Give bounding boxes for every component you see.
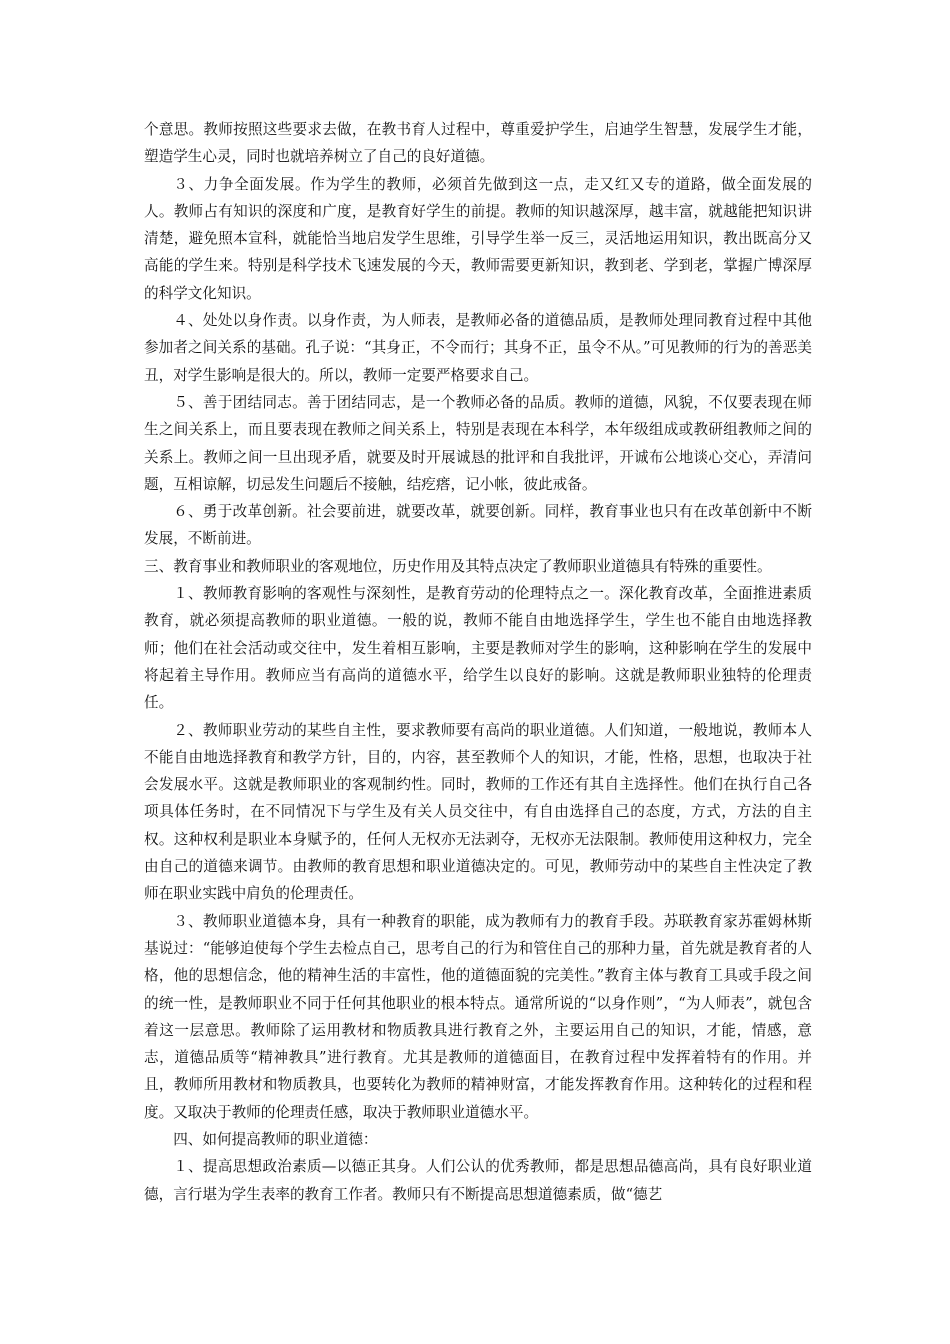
paragraph-item-4-1: １、提高思想政治素质—以德正其身。人们公认的优秀教师，都是思想品德高尚，具有良好职业道德，言行堪为学生表率的教育工作者。教师只有不断提高思想道德素质，做“德艺 xyxy=(144,1158,812,1203)
paragraph-item-5: ５、善于团结同志。善于团结同志，是一个教师必备的品质。教师的道德，风貌，不仅要表现在师生之间关系上，而且要表现在教师之间关系上，特别是表现在本科学，本年级组成或教研组教师之间的关系上。教师之间一旦出现矛盾，就要及时开展诚恳的批评和自我批评，开诚布公地谈心交心，弄清问题，互相谅解，切忌发生问题后不接触，结疙瘩，记小帐，彼此戒备。 xyxy=(144,393,812,493)
paragraph-item-4: ４、处处以身作责。以身作责，为人师表，是教师必备的道德品质，是教师处理同教育过程中其他参加者之间关系的基础。孔子说：“其身正，不令而行；其身不正，虽令不从。”可见教师的行为的善恶美丑，对学生影响是很大的。所以，教师一定要严格要求自己。 xyxy=(144,312,812,384)
document-page xyxy=(144,116,812,1208)
paragraph-item-6: ６、勇于改革创新。社会要前进，就要改革，就要创新。同样，教育事业也只有在改革创新中不断发展，不断前进。 xyxy=(144,503,812,548)
paragraph-item-3: ３、力争全面发展。作为学生的教师，必须首先做到这一点，走又红又专的道路，做全面发展的人。教师占有知识的深度和广度，是教育好学生的前提。教师的知识越深厚，越丰富，就越能把知识讲清楚，避免照本宣科，就能恰当地启发学生思维，引导学生举一反三，灵活地运用知识，教出既高分又高能的学生来。特别是科学技术飞速发展的今天，教师需要更新知识，教到老、学到老，掌握广博深厚的科学文化知识。 xyxy=(144,175,812,302)
section-heading-3: 三、教育事业和教师职业的客观地位，历史作用及其特点决定了教师职业道德具有特殊的重要性。 xyxy=(144,557,772,575)
section-heading-4: 四、如何提高教师的职业道德： xyxy=(173,1130,378,1148)
paragraph-continuation: 个意思。教师按照这些要求去做，在教书育人过程中，尊重爱护学生，启迪学生智慧，发展学生才能，塑造学生心灵，同时也就培养树立了自己的良好道德。 xyxy=(144,121,812,166)
paragraph-item-3-1: １、教师教育影响的客观性与深刻性，是教育劳动的伦理特点之一。深化教育改革，全面推进素质教育，就必须提高教师的职业道德。一般的说，教师不能自由地选择学生，学生也不能自由地选择教师；他们在社会活动或交往中，发生着相互影响，主要是教师对学生的影响，这种影响在学生的发展中将起着主导作用。教师应当有高尚的道德水平，给学生以良好的影响。这就是教师职业独特的伦理责任。 xyxy=(144,585,812,712)
paragraph-item-3-2: ２、教师职业劳动的某些自主性，要求教师要有高尚的职业道德。人们知道，一般地说，教师本人不能自由地选择教育和教学方针，目的，内容，甚至教师个人的知识，才能，性格，思想，也取决于社会发展水平。这就是教师职业的客观制约性。同时，教师的工作还有其自主选择性。他们在执行自己各项具体任务时，在不同情况下与学生及有关人员交往中，有自由选择自己的态度，方式，方法的自主权。这种权利是职业本身赋予的，任何人无权亦无法剥夺，无权亦无法限制。教师使用这种权力，完全由自己的道德来调节。由教师的教育思想和职业道德决定的。可见，教师劳动中的某些自主性决定了教师在职业实践中肩负的伦理责任。 xyxy=(144,721,812,903)
paragraph-item-3-3: ３、教师职业道德本身，具有一种教育的职能，成为教师有力的教育手段。苏联教育家苏霍姆林斯基说过：“能够迫使每个学生去检点自己，思考自己的行为和管住自己的那种力量，首先就是教育者的人格，他的思想信念，他的精神生活的丰富性，他的道德面貌的完美性。”教育主体与教育工具或手段之间的统一性，是教师职业不同于任何其他职业的根本特点。通常所说的“以身作则”，“为人师表”，就包含着这一层意思。教师除了运用教材和物质教具进行教育之外，主要运用自己的知识，才能，情感，意志，道德品质等“精神教具”进行教育。尤其是教师的道德面目，在教育过程中发挥着特有的作用。并且，教师所用教材和物质教具，也要转化为教师的精神财富，才能发挥教育作用。这种转化的过程和程度。又取决于教师的伦理责任感，取决于教师职业道德水平。 xyxy=(144,912,812,1121)
